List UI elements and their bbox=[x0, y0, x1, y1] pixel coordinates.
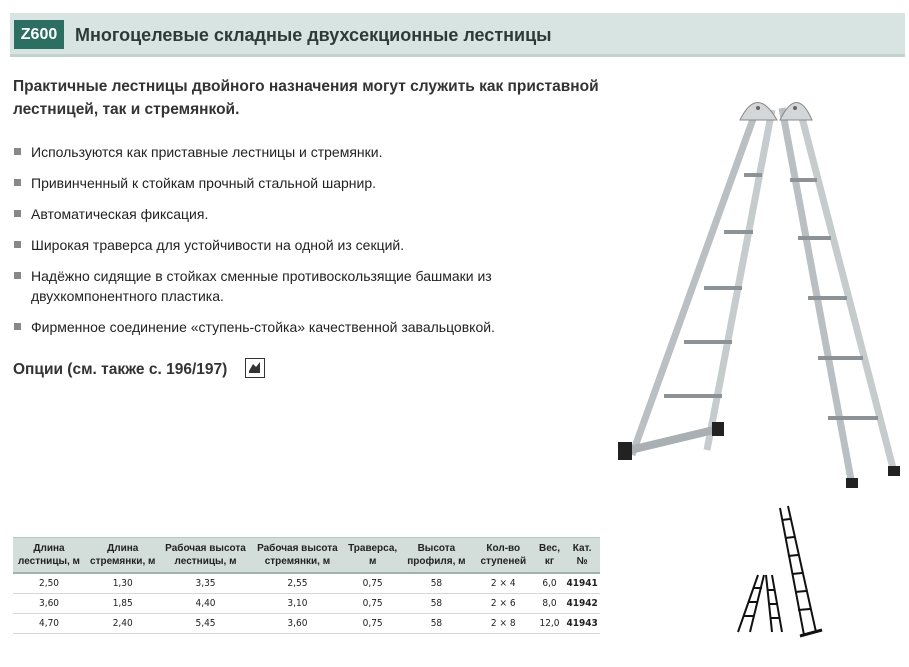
feature-item bbox=[14, 266, 574, 306]
catalog-number-cell: 41941 bbox=[564, 573, 600, 594]
bullet-icon bbox=[14, 272, 21, 279]
feature-item bbox=[14, 142, 574, 162]
bullet-icon bbox=[14, 241, 21, 248]
column-header: Траверса, м bbox=[344, 538, 401, 574]
table-cell: 6,0 bbox=[535, 573, 564, 594]
column-header: Вес, кг bbox=[535, 538, 564, 574]
feature-text: Привинченный к стойкам прочный стальной шарнир. bbox=[31, 175, 376, 191]
table-row bbox=[13, 573, 600, 594]
catalog-number-cell: 41942 bbox=[564, 594, 600, 614]
table-cell: 2,50 bbox=[13, 573, 85, 594]
feature-list bbox=[14, 142, 574, 337]
folding-ladder-photo bbox=[612, 80, 904, 500]
table-cell: 8,0 bbox=[535, 594, 564, 614]
bullet-icon bbox=[14, 323, 21, 330]
ladder-configurations-drawing bbox=[730, 500, 840, 650]
feature-text: Широкая траверса для устойчивости на одной из секций. bbox=[31, 237, 405, 253]
feature-text: Используются как приставные лестницы и стремянки. bbox=[31, 144, 383, 160]
feature-item bbox=[14, 317, 574, 337]
column-header: Кол-во ступеней bbox=[472, 538, 535, 574]
feature-item bbox=[14, 173, 574, 193]
page-title: Многоцелевые складные двухсекционные лестницы bbox=[75, 25, 552, 45]
table-cell: 0,75 bbox=[344, 594, 401, 614]
table-cell: 58 bbox=[401, 573, 472, 594]
table-cell: 4,70 bbox=[13, 614, 85, 634]
column-header: Длина стремянки, м bbox=[85, 538, 160, 574]
table-cell: 2 × 4 bbox=[472, 573, 535, 594]
table-cell: 2,55 bbox=[251, 573, 345, 594]
table-cell: 1,30 bbox=[85, 573, 160, 594]
table-cell: 3,60 bbox=[13, 594, 85, 614]
column-header: Длина лестницы, м bbox=[13, 538, 85, 574]
table-cell: 1,85 bbox=[85, 594, 160, 614]
table-cell: 2 × 8 bbox=[472, 614, 535, 634]
catalog-number-cell: 41943 bbox=[564, 614, 600, 634]
options-heading: Опции (см. также с. 196/197) bbox=[13, 361, 228, 378]
table-cell: 3,10 bbox=[251, 594, 345, 614]
column-header: Кат. № bbox=[564, 538, 600, 574]
table-cell: 3,35 bbox=[160, 573, 250, 594]
table-row bbox=[13, 594, 600, 614]
bullet-icon bbox=[14, 179, 21, 186]
intro-text: Практичные лестницы двойного назначения могут служить как приставной лестницей, так и стремянкой. bbox=[13, 78, 599, 118]
table-cell: 58 bbox=[401, 614, 472, 634]
table-cell: 2 × 6 bbox=[472, 594, 535, 614]
table-cell: 5,45 bbox=[160, 614, 250, 634]
table-row bbox=[13, 614, 600, 634]
table-cell: 0,75 bbox=[344, 573, 401, 594]
table-header-row bbox=[13, 538, 600, 574]
table-cell: 3,60 bbox=[251, 614, 345, 634]
table-cell: 58 bbox=[401, 594, 472, 614]
bullet-icon bbox=[14, 210, 21, 217]
column-header: Рабочая высота стремянки, м bbox=[251, 538, 345, 574]
column-header: Высота профиля, м bbox=[401, 538, 472, 574]
table-cell: 2,40 bbox=[85, 614, 160, 634]
specifications-table bbox=[13, 537, 600, 634]
feature-item bbox=[14, 235, 574, 255]
table-cell: 0,75 bbox=[344, 614, 401, 634]
feature-text: Фирменное соединение «ступень-стойка» качественной завальцовкой. bbox=[31, 319, 495, 335]
feature-item bbox=[14, 204, 574, 224]
feature-text: Надёжно сидящие в стойках сменные противоскользящие башмаки из двухкомпонентного пластика. bbox=[31, 268, 492, 304]
table-cell: 4,40 bbox=[160, 594, 250, 614]
column-header: Рабочая высота лестницы, м bbox=[160, 538, 250, 574]
page-header bbox=[10, 13, 905, 57]
catalog-reference-icon[interactable] bbox=[245, 358, 265, 378]
product-code-badge: Z600 bbox=[14, 20, 64, 49]
bullet-icon bbox=[14, 148, 21, 155]
feature-text: Автоматическая фиксация. bbox=[31, 206, 209, 222]
table-cell: 12,0 bbox=[535, 614, 564, 634]
